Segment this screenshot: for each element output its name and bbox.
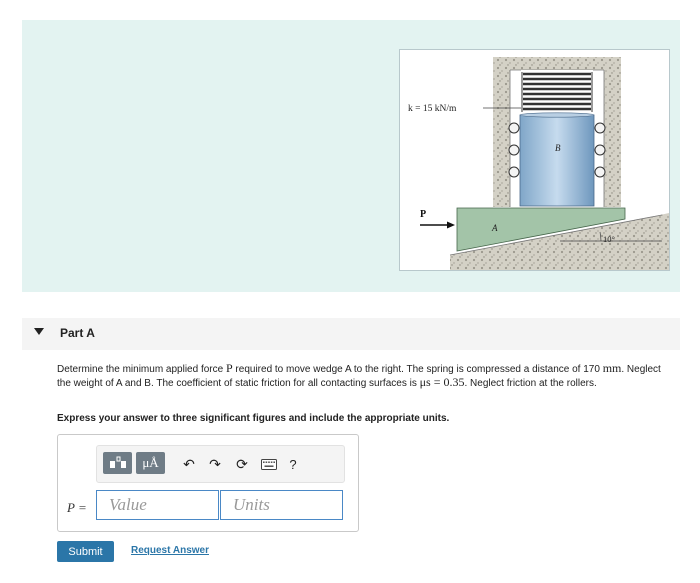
undo-icon[interactable]: ↶ (183, 455, 195, 472)
request-answer-link[interactable]: Request Answer (131, 545, 209, 556)
question-text: Determine the minimum applied force P required to move wedge A to the right. The spring is compressed a distance of 170 mm. Neglect the weight of A and B. The coefficient of static friction for all contacting surfaces is μs = 0.35. Neglect friction at the rollers. (57, 361, 661, 389)
force-p-arrow (420, 222, 455, 229)
part-a-header[interactable] (22, 318, 680, 350)
math-toolbar (96, 445, 345, 483)
unit-mm: mm (602, 361, 622, 375)
units-input[interactable] (221, 491, 342, 519)
collapse-caret-icon[interactable] (34, 328, 44, 335)
spring (521, 70, 593, 114)
value-field[interactable] (96, 490, 219, 520)
force-p-label: P (420, 209, 427, 220)
answer-box (57, 434, 359, 532)
wall-left (493, 57, 510, 207)
answer-variable-label: P = (67, 500, 87, 515)
submit-button[interactable]: Submit (57, 541, 114, 562)
spring-wedge-diagram (400, 50, 669, 270)
part-title: Part A (60, 326, 95, 340)
answer-instruction: Express your answer to three significant figures and include the appropriate units. (57, 413, 450, 424)
problem-figure (399, 49, 670, 271)
templates-icon (109, 456, 127, 470)
block-b (520, 115, 594, 206)
redo-icon[interactable]: ↷ (209, 455, 221, 472)
wedge-a-label: A (492, 223, 498, 233)
units-field[interactable] (220, 490, 343, 520)
force-variable: P (225, 361, 233, 375)
block-b-label: B (555, 143, 561, 153)
spring-constant-label: k = 15 kN/m (408, 104, 457, 114)
friction-coefficient: μs = 0.35 (419, 375, 465, 389)
keyboard-icon[interactable] (259, 454, 279, 474)
reset-icon[interactable]: ⟳ (236, 455, 248, 472)
templates-button[interactable] (103, 452, 132, 474)
units-mu-a-icon: μÅ (142, 455, 159, 470)
help-icon[interactable]: ? (289, 456, 297, 472)
angle-label: 10° (603, 234, 615, 244)
wall-right (604, 57, 621, 207)
value-input[interactable] (97, 491, 218, 519)
units-button[interactable] (136, 452, 165, 474)
wall-top (493, 57, 621, 70)
